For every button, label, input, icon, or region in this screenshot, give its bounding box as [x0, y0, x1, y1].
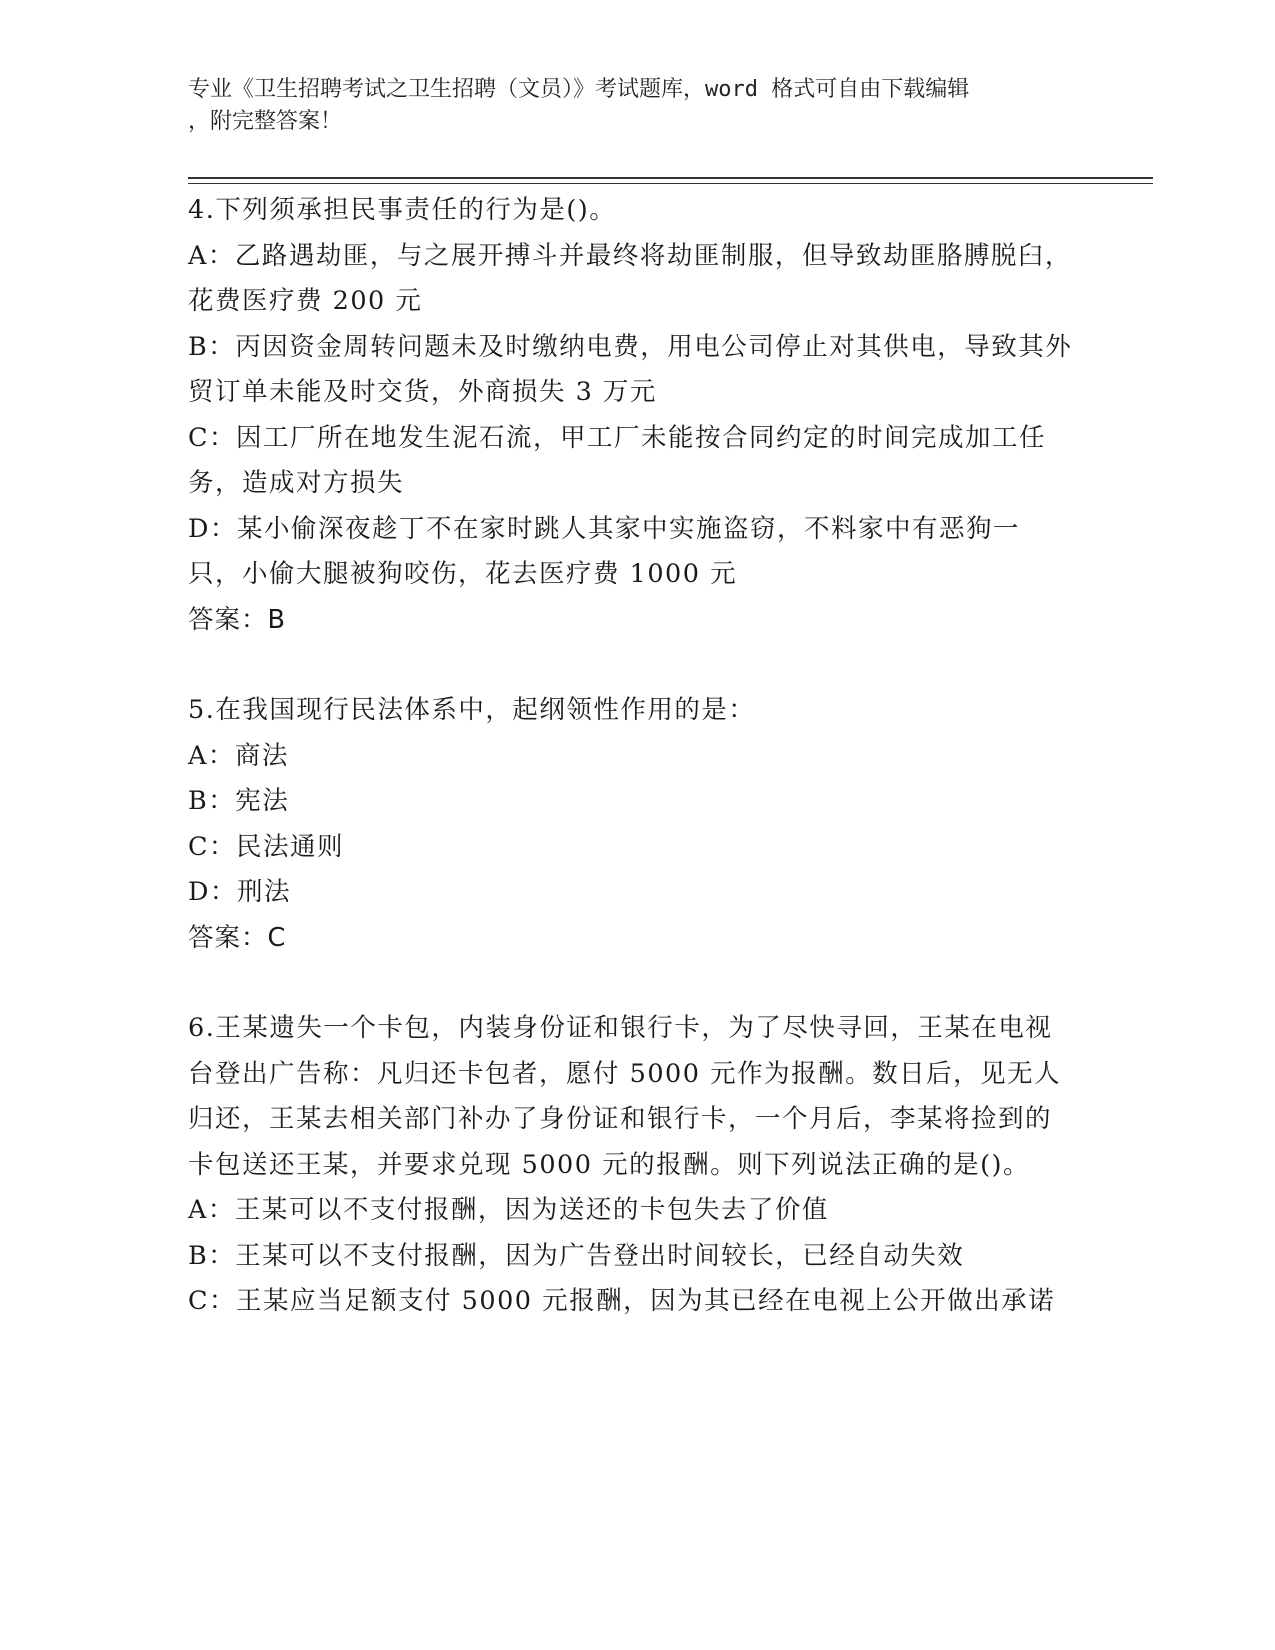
option-a: A：商法 [188, 740, 289, 771]
option-b: B：丙因资金周转问题未及时缴纳电费，用电公司停止对其供电，导致其外贸订单未能及时交货，外商损失 3 万元 [188, 331, 1073, 407]
option-c: C：王某应当足额支付 5000 元报酬，因为其已经在电视上公开做出承诺 [188, 1286, 1056, 1316]
option-a: A：王某可以不支付报酬，因为送还的卡包失去了价值 [188, 1195, 829, 1225]
option-d: D：某小偷深夜趁丁不在家时跳人其家中实施盗窃，不料家中有恶狗一只，小偷大腿被狗咬伤，花去医疗费 1000 元 [188, 513, 1020, 589]
header-divider-thick [188, 177, 1153, 179]
option-b: B：王某可以不支付报酬，因为广告登出时间较长，已经自动失效 [188, 1240, 965, 1271]
option-c: C：民法通则 [188, 831, 345, 862]
document-header [188, 74, 1088, 138]
answer: 答案：C [188, 922, 287, 953]
question-6 [188, 1006, 1073, 1325]
header-line-2: ，附完整答案！ [188, 109, 343, 134]
option-a: A：乙路遇劫匪，与之展开搏斗并最终将劫匪制服，但导致劫匪胳膊脱臼，花费医疗费 200 元 [188, 240, 1072, 316]
question-stem: 5.在我国现行民法体系中，起纲领性作用的是： [188, 695, 756, 725]
header-line-1: 专业《卫生招聘考试之卫生招聘（文员）》考试题库，word 格式可自由下载编辑 [188, 77, 970, 102]
question-5 [188, 688, 1073, 961]
answer: 答案：B [188, 604, 286, 635]
question-stem: 4.下列须承担民事责任的行为是()。 [188, 195, 617, 225]
header-divider-thin [188, 183, 1153, 184]
option-b: B：宪法 [188, 786, 290, 816]
option-d: D：刑法 [188, 877, 291, 907]
question-stem: 6.王某遗失一个卡包，内装身份证和银行卡，为了尽快寻回，王某在电视台登出广告称：凡归还卡包者，愿付 5000 元作为报酬。数日后，见无人归还，王某去相关部门补办了身份证和银行卡，一个月后，李某将捡到的卡包送还王某，并要求兑现 5000 元的报酬。则下列说法正确的是()。 [188, 1013, 1062, 1180]
question-list [188, 188, 1073, 1325]
question-4 [188, 188, 1073, 643]
option-c: C：因工厂所在地发生泥石流，甲工厂未能按合同约定的时间完成加工任务，造成对方损失 [188, 422, 1047, 498]
